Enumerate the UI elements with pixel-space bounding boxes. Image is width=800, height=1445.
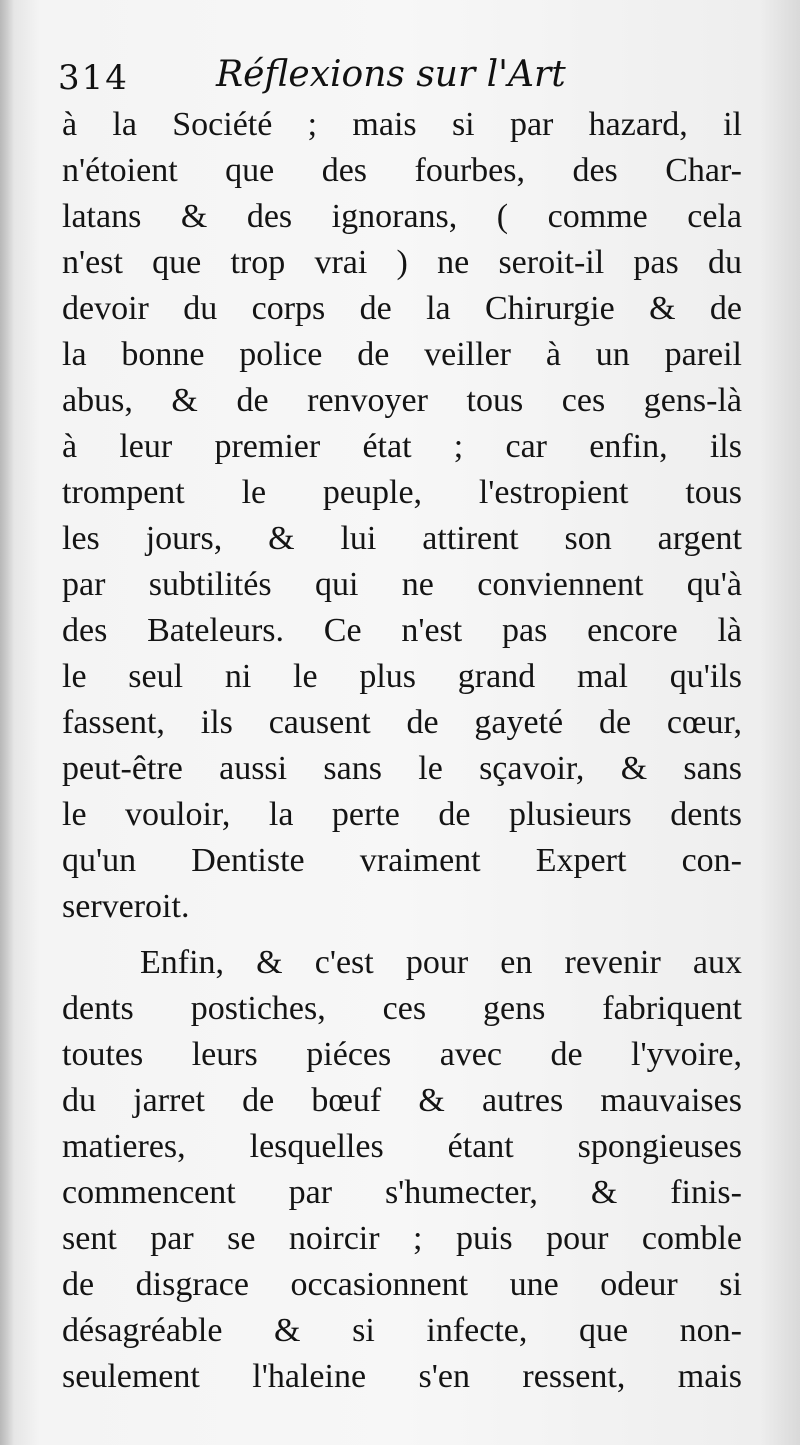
paragraph-1 bbox=[62, 102, 742, 930]
text-line: seulement l'haleine s'en ressent, mais bbox=[62, 1358, 742, 1395]
text-line: toutes leurs piéces avec de l'yvoire, bbox=[62, 1036, 742, 1073]
page-number: 314 bbox=[58, 58, 129, 98]
text-line: trompent le peuple, l'estropient tous bbox=[62, 474, 742, 511]
text-line: matieres, lesquelles étant spongieuses bbox=[62, 1128, 742, 1165]
text-line: sent par se noircir ; puis pour comble bbox=[62, 1220, 742, 1257]
body-text bbox=[62, 102, 742, 1400]
text-line: qu'un Dentiste vraiment Expert con- bbox=[62, 842, 742, 879]
text-line: à la Société ; mais si par hazard, il bbox=[62, 106, 742, 143]
text-line: le seul ni le plus grand mal qu'ils bbox=[62, 658, 742, 695]
paragraph-gap bbox=[62, 930, 742, 940]
text-line: la bonne police de veiller à un pareil bbox=[62, 336, 742, 373]
text-line: latans & des ignorans, ( comme cela bbox=[62, 198, 742, 235]
text-line: n'est que trop vrai ) ne seroit-il pas du bbox=[62, 244, 742, 281]
page-gutter-shadow bbox=[0, 0, 14, 1445]
text-line: par subtilités qui ne conviennent qu'à bbox=[62, 566, 742, 603]
text-line: dents postiches, ces gens fabriquent bbox=[62, 990, 742, 1027]
text-line: abus, & de renvoyer tous ces gens-là bbox=[62, 382, 742, 419]
text-line: fassent, ils causent de gayeté de cœur, bbox=[62, 704, 742, 741]
running-title: Réflexions sur l'Art bbox=[216, 54, 566, 95]
text-line: du jarret de bœuf & autres mauvaises bbox=[62, 1082, 742, 1119]
text-line: à leur premier état ; car enfin, ils bbox=[62, 428, 742, 465]
text-line: peut-être aussi sans le sçavoir, & sans bbox=[62, 750, 742, 787]
text-line: commencent par s'humecter, & finis- bbox=[62, 1174, 742, 1211]
text-line: serveroit. bbox=[62, 888, 190, 925]
page-header bbox=[58, 40, 748, 106]
text-line: désagréable & si infecte, que non- bbox=[62, 1312, 742, 1349]
text-line: n'étoient que des fourbes, des Char- bbox=[62, 152, 742, 189]
text-line: Enfin, & c'est pour en revenir aux bbox=[140, 944, 742, 981]
text-line: les jours, & lui attirent son argent bbox=[62, 520, 742, 557]
text-line: le vouloir, la perte de plusieurs dents bbox=[62, 796, 742, 833]
text-line: des Bateleurs. Ce n'est pas encore là bbox=[62, 612, 742, 649]
text-line: devoir du corps de la Chirurgie & de bbox=[62, 290, 742, 327]
text-line: de disgrace occasionnent une odeur si bbox=[62, 1266, 742, 1303]
paragraph-2 bbox=[62, 940, 742, 1400]
